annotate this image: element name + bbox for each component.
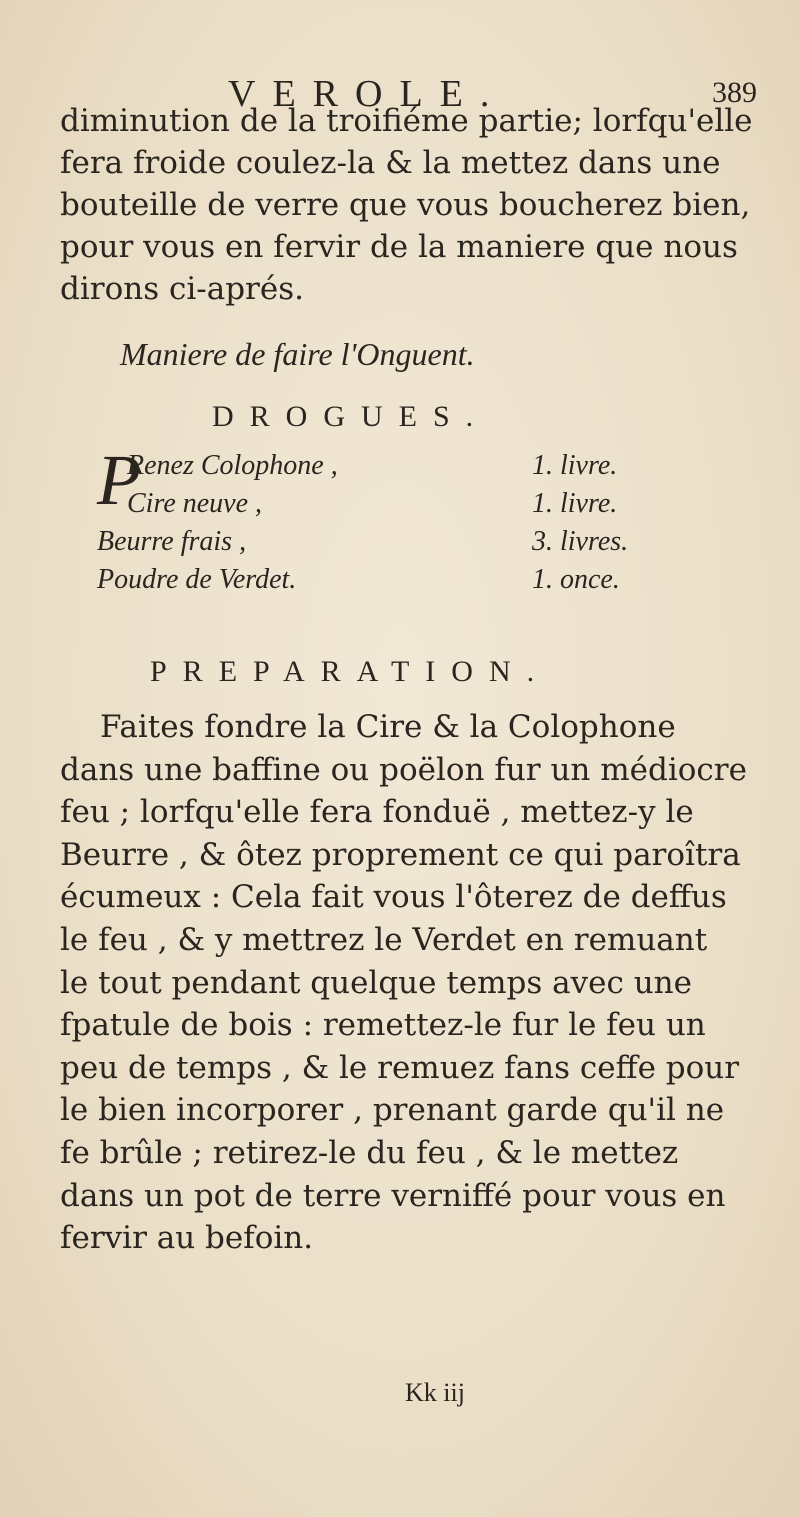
ingredient-row [97, 450, 727, 488]
ingredient-quantity: 1. livre. [532, 488, 618, 519]
ingredient-quantity: 1. livre. [532, 450, 618, 481]
text-line: fpatule de bois : remettez-le fur le feu un [60, 1007, 706, 1044]
ingredient-name: Poudre de Verdet. [97, 564, 297, 595]
preparation-heading: PREPARATION. [150, 655, 551, 688]
page-number: 389 [712, 76, 757, 109]
ingredient-row [97, 488, 727, 526]
text-line: fera froide coulez-la & la mettez dans une [60, 145, 721, 181]
ingredient-list [97, 450, 727, 602]
text-line: dans un pot de terre verniffé pour vous en [60, 1177, 726, 1214]
text-line: le tout pendant quelque temps avec une [60, 964, 692, 1001]
text-line: feu ; lorfqu'elle fera fonduë , mettez-y le [60, 794, 694, 831]
ingredient-name: Renez Colophone , [127, 450, 338, 481]
text-line: Beurre , & ôtez proprement ce qui paroîtra [60, 836, 741, 873]
text-line: le feu , & y mettrez le Verdet en remuant [60, 921, 708, 958]
text-line: fe brûle ; retirez-le du feu , & le mettez [60, 1134, 679, 1171]
section-title: Maniere de faire l'Onguent. [120, 336, 475, 372]
ingredient-name: Beurre frais , [97, 526, 247, 557]
running-title: VEROLE. [228, 73, 507, 115]
text-line: dans une baffine ou poëlon fur un médiocre [60, 751, 747, 788]
text-line: dirons ci-aprés. [60, 271, 304, 307]
text-line: bouteille de verre que vous boucherez bien, [60, 187, 751, 223]
drogues-heading: DROGUES. [212, 400, 490, 433]
text-line: Faites fondre la Cire & la Colophone [100, 709, 676, 745]
text-line: fervir au befoin. [60, 1220, 314, 1257]
text-line: pour vous en fervir de la maniere que nous [60, 229, 738, 265]
opening-paragraph [60, 100, 760, 310]
text-line: peu de temps , & le remuez fans ceffe pour [60, 1049, 740, 1086]
signature-mark: Kk iij [405, 1378, 465, 1407]
ingredient-quantity: 3. livres. [532, 526, 629, 557]
text-line: diminution de la troifiéme partie; lorfqu'elle [60, 103, 753, 139]
drop-cap: P [97, 440, 141, 520]
ingredient-name: Cire neuve , [127, 488, 263, 519]
ingredient-quantity: 1. once. [532, 564, 620, 595]
ingredient-row [97, 564, 727, 602]
ingredient-row [97, 526, 727, 564]
preparation-paragraph [60, 706, 760, 1260]
text-line: écumeux : Cela fait vous l'ôterez de deffus [60, 879, 727, 916]
text-line: le bien incorporer , prenant garde qu'il ne [60, 1092, 725, 1129]
